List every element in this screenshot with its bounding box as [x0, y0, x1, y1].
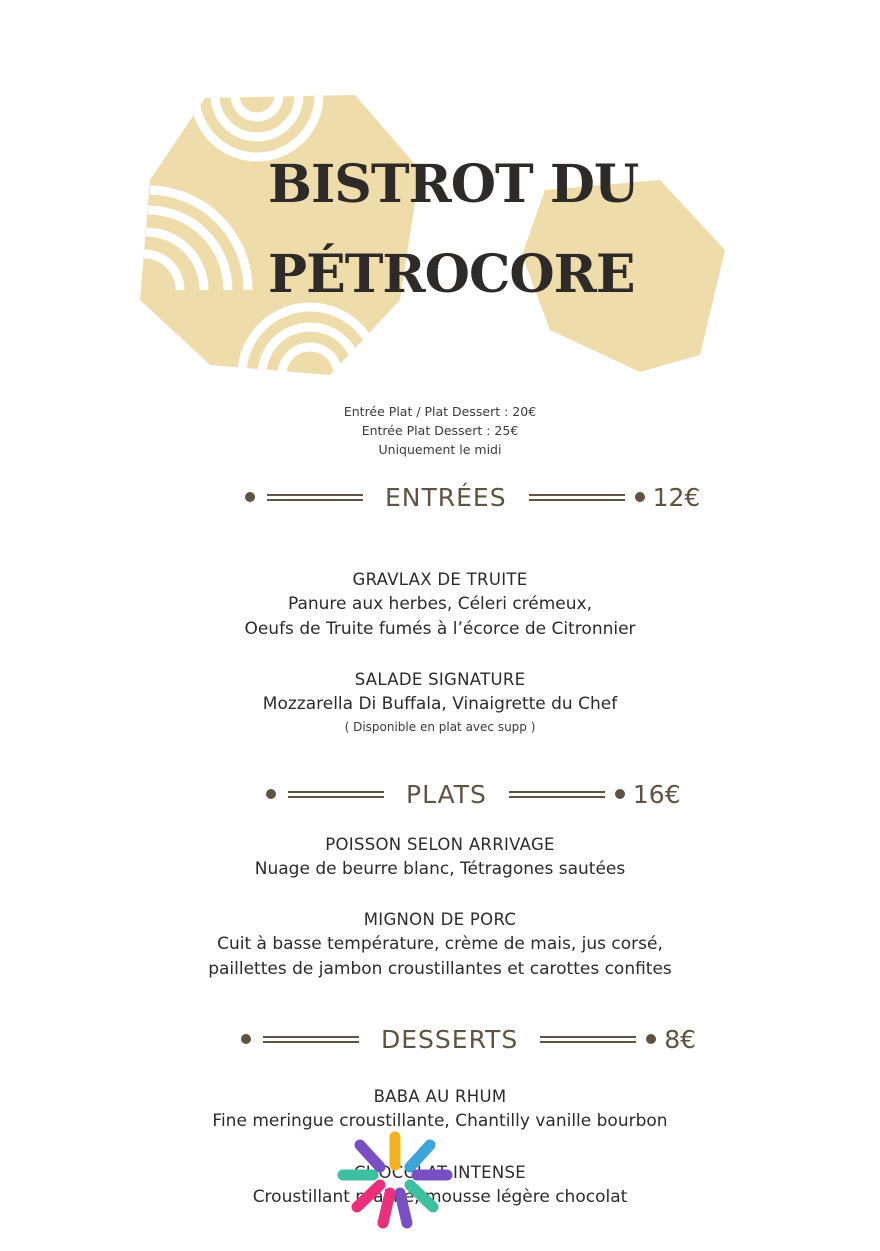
item-name: CHOCOLAT INTENSE: [353, 1163, 527, 1182]
item-description: Cuit à basse température, crème de mais, jus corsé,: [217, 934, 663, 954]
title-line-2: PÉTROCORE: [268, 244, 635, 305]
item-name: BABA AU RHUM: [373, 1087, 507, 1106]
double-rule: [263, 1036, 359, 1043]
section-label-desserts: DESSERTS: [381, 1024, 519, 1054]
double-rule: [288, 791, 384, 798]
star-burst-logo-icon: [335, 1125, 455, 1235]
double-rule: [267, 494, 363, 501]
bullet-dot-icon: [245, 492, 255, 502]
item-note: ( Disponible en plat avec supp ): [344, 720, 536, 734]
double-rule: [529, 494, 625, 501]
section-header-entrees: [245, 479, 700, 515]
section-price-desserts: 8€: [664, 1024, 697, 1054]
bullet-dot-icon: [615, 789, 625, 799]
bullet-dot-icon: [241, 1034, 251, 1044]
menu-item-gravlax: [0, 567, 880, 642]
section-price-entrees: 12€: [652, 482, 701, 512]
item-description: Mozzarella Di Buffala, Vinaigrette du Chef: [262, 694, 618, 714]
section-label-entrees: ENTRÉES: [385, 482, 507, 512]
item-name: POISSON SELON ARRIVAGE: [325, 835, 555, 854]
bullet-dot-icon: [646, 1034, 656, 1044]
item-description: Croustillant praliné, mousse légère chocolat: [252, 1187, 628, 1207]
restaurant-title: [268, 140, 688, 320]
section-label-plats: PLATS: [406, 779, 487, 809]
item-description: Fine meringue croustillante, Chantilly vanille bourbon: [212, 1111, 668, 1131]
menu-item-poisson: [0, 832, 880, 882]
double-rule: [540, 1036, 636, 1043]
formula-line-2: Entrée Plat Dessert : 25€: [361, 423, 519, 438]
section-header-desserts: [241, 1021, 696, 1057]
item-name: MIGNON DE PORC: [363, 910, 517, 929]
item-description: Panure aux herbes, Céleri crémeux,: [287, 594, 593, 614]
double-rule: [509, 791, 605, 798]
item-description: paillettes de jambon croustillantes et carottes confites: [208, 959, 672, 979]
menu-item-mignon: [0, 907, 880, 982]
formula-info: [0, 402, 880, 459]
formula-line-3: Uniquement le midi: [378, 442, 502, 457]
bullet-dot-icon: [635, 492, 645, 502]
item-name: GRAVLAX DE TRUITE: [352, 570, 528, 589]
item-description: Oeufs de Truite fumés à l’écorce de Citronnier: [244, 619, 636, 639]
item-name: SALADE SIGNATURE: [354, 670, 526, 689]
menu-item-salade: [0, 667, 880, 737]
item-description: Nuage de beurre blanc, Tétragones sautées: [254, 859, 626, 879]
title-line-1: BISTROT DU: [268, 154, 639, 215]
formula-line-1: Entrée Plat / Plat Dessert : 20€: [343, 404, 537, 419]
bullet-dot-icon: [266, 789, 276, 799]
section-price-plats: 16€: [632, 779, 681, 809]
section-header-plats: [266, 776, 681, 812]
